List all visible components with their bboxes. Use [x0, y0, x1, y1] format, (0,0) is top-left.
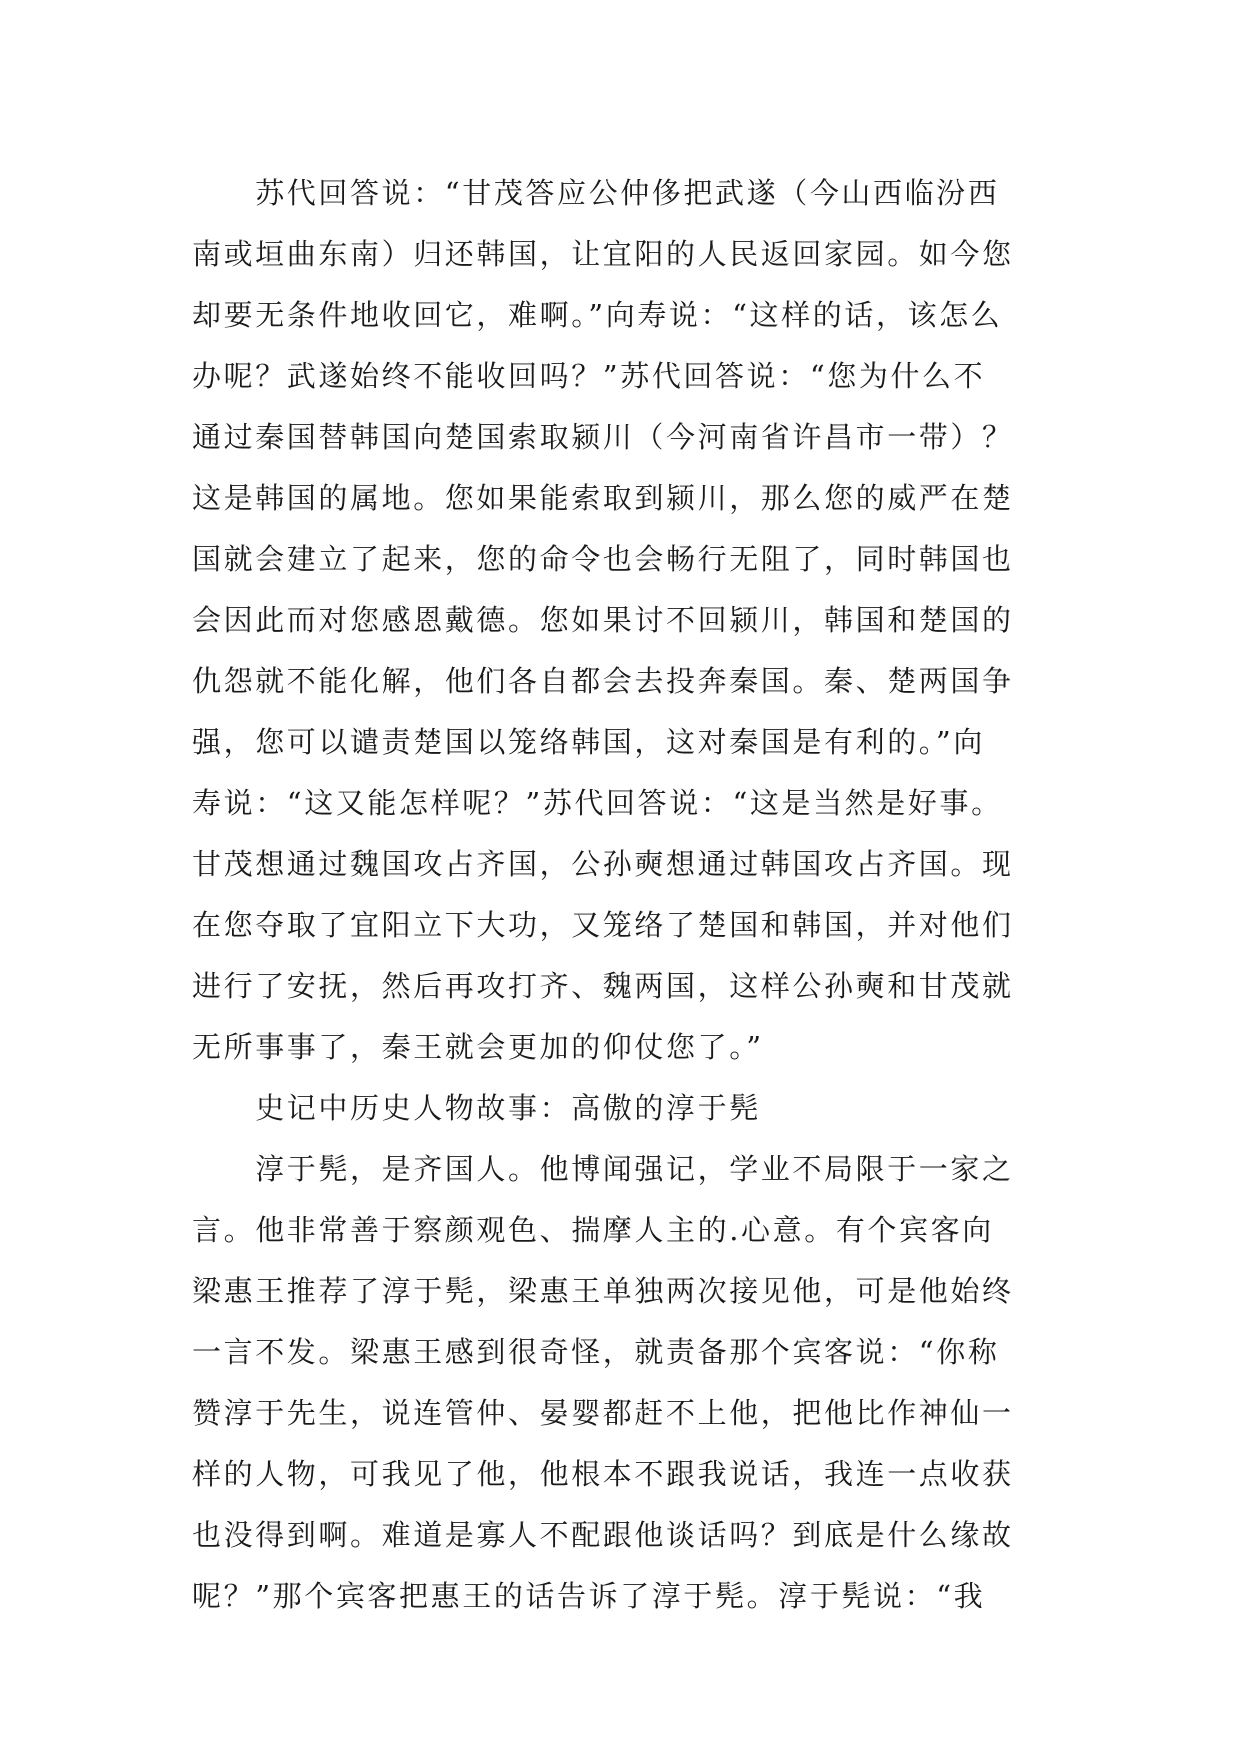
section-heading: 史记中历史人物故事：高傲的淳于髡	[192, 1091, 761, 1125]
text-line: 进行了安抚，然后再攻打齐、魏两国，这样公孙奭和甘茂就	[192, 969, 1014, 1003]
text-line: 这是韩国的属地。您如果能索取到颍川，那么您的威严在楚	[192, 481, 1014, 515]
text-line: 梁惠王推荐了淳于髡，梁惠王单独两次接见他，可是他始终	[192, 1274, 1014, 1308]
text-line: 仇怨就不能化解，他们各自都会去投奔秦国。秦、楚两国争	[192, 664, 1014, 698]
text-line: 南或垣曲东南）归还韩国，让宜阳的人民返回家园。如今您	[192, 237, 1014, 271]
text-line: 却要无条件地收回它，难啊。”向寿说：“这样的话，该怎么	[192, 298, 1003, 332]
text-line: 无所事事了，秦王就会更加的仰仗您了。”	[192, 1030, 764, 1064]
text-line: 寿说：“这又能怎样呢？”苏代回答说：“这是当然是好事。	[192, 786, 1003, 820]
text-line: 言。他非常善于察颜观色、揣摩人主的.心意。有个宾客向	[192, 1213, 994, 1247]
text-line: 呢？”那个宾客把惠王的话告诉了淳于髡。淳于髡说：“我	[192, 1579, 986, 1613]
text-line: 苏代回答说：“甘茂答应公仲侈把武遂（今山西临汾西	[192, 176, 1000, 210]
text-line: 通过秦国替韩国向楚国索取颍川（今河南省许昌市一带）？	[192, 420, 1014, 454]
text-line: 强，您可以谴责楚国以笼络韩国，这对秦国是有利的。”向	[192, 725, 985, 759]
text-line: 样的人物，可我见了他，他根本不跟我说话，我连一点收获	[192, 1457, 1014, 1491]
text-line: 淳于髡，是齐国人。他博闻强记，学业不局限于一家之	[192, 1152, 1014, 1186]
text-line: 国就会建立了起来，您的命令也会畅行无阻了，同时韩国也	[192, 542, 1014, 576]
text-line: 会因此而对您感恩戴德。您如果讨不回颍川，韩国和楚国的	[192, 603, 1014, 637]
text-line: 赞淳于先生，说连管仲、晏婴都赶不上他，把他比作神仙一	[192, 1396, 1014, 1430]
text-line: 办呢？武遂始终不能收回吗？”苏代回答说：“您为什么不	[192, 359, 986, 393]
text-line: 一言不发。梁惠王感到很奇怪，就责备那个宾客说：“你称	[192, 1335, 1000, 1369]
body-text	[192, 163, 1072, 1627]
text-line: 在您夺取了宜阳立下大功，又笼络了楚国和韩国，并对他们	[192, 908, 1014, 942]
text-line: 甘茂想通过魏国攻占齐国，公孙奭想通过韩国攻占齐国。现	[192, 847, 1014, 881]
text-line: 也没得到啊。难道是寡人不配跟他谈话吗？到底是什么缘故	[192, 1518, 1014, 1552]
